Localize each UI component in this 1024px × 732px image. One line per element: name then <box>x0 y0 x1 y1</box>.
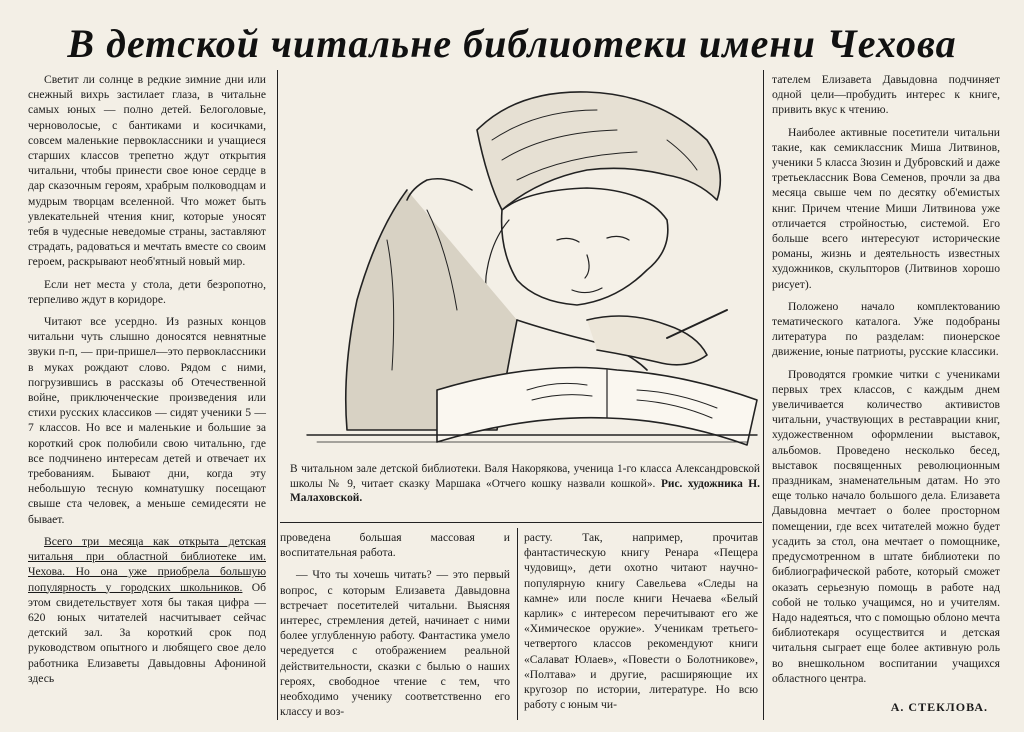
paragraph: Светит ли солнце в редкие зимние дни или снежный вихрь застилает глаза, в читальне самых юных — полно детей. Белоголовые, черноволосые, с бантиками и косичками, совсем маленькие первоклассники и учащиеся старших классов трепетно ждут открытия читальни, чтобы принести свое юное сердце в дар сказочным героям, храбрым полководцам и мудрым творцам вселенной. Что может быть увлекательней чтения книг, которые уносят тебя в чудесные неведомые страны, заставляют страдать, радоваться и мечтать вместе со своим героем, раскрывают необ'ятный новый мир. <box>28 73 266 269</box>
paragraph: проведена большая массовая и воспитательная работа. <box>280 531 510 560</box>
underlined-text: Всего три месяца как открыта детская читальня при областной библиотеке им. Чехова. Но она уже приобрела большую популярность у городских школьников. <box>28 534 266 594</box>
column-4 <box>772 72 1000 693</box>
paragraph-text: Об этом свидетельствует хотя бы такая цифра — 620 юных читателей насчитывает сейчас детский зал. За короткий срок под руководством опытного и любящего свое дело работника Елизаветы Давыдовны Афониной здесь <box>28 580 266 685</box>
caption-rule <box>280 522 762 523</box>
paragraph: тателем Елизавета Давыдовна подчиняет одной цели—пробудить интерес к книге, привить вкус к чтению. <box>772 73 1000 117</box>
paragraph: Проводятся громкие читки с учениками первых трех классов, с каждым днем увеличивается количество активистов читальни, участвующих в реставрации книг, художественном оформлении выставок, альбомов. Проведено несколько бесед, выставок посвященных революционным праздникам, знаменательным датам. Но это еще только начало большого дела. Елизавета Давыдовна мечтает о более просторном помещении, где всех читателей можно будет усадить за стол, она мечтает о помощнике, предусмотренном в штате библиотеки по библиографической работе, который сможет оказать серьезную помощь в работе над собой не только учащимся, но и учителям. Надо надеяться, что с помощью облоно мечта библиотекаря осуществится и детская читальня сыграет еще более активную роль во внешкольном воспитании учащихся областного центра. <box>772 367 1000 685</box>
paragraph: Читают все усердно. Из разных концов читальни чуть слышно доносятся невнятные звуки п-п, — при-пришел—это первоклассники в муках рождают слово. Рядом с ними, погрузившись в рассказы об Отечественной войне, приключенческие произведения или стихи русских классиков — сидят ученики 5 — 7 классов. Но все и маленькие и большие за короткий срок полюбили свою читальню, где все подчинено интересам детей и отвечает их требованиям. Бывают дни, когда эту небольшую тесную комнатушку посещают свыше ста человек, а меньше семидесяти не бывает. <box>28 315 266 526</box>
paragraph: расту. Так, например, прочитав фантастическую книгу Ренара «Пещера чудовищ», дети охотно читают научно-популярную книгу Савельева «Следы на камне» или после книги Нечаева «Белый карлик» с интересом перечитывают его же «Химическое оружие». Ученикам третьего-четвертого классов рекомендуют книги «Салават Юлаев», «Повести о Болотникове», «Полтава» и другие, расширяющие их кругозор по истории, литературе. Но всю работу с юным чи- <box>524 531 758 712</box>
column-rule-1 <box>277 70 278 720</box>
column-3 <box>524 530 758 719</box>
column-1 <box>28 72 266 693</box>
paragraph: Положено начало комплектованию тематического каталога. Уже подобраны литература по разделам: пионерское движение, юные патриоты, русские классики. <box>772 299 1000 359</box>
paragraph <box>28 534 266 686</box>
column-rule-2 <box>517 528 518 720</box>
paragraph: Наиболее активные посетители читальни такие, как семиклассник Миша Литвинов, ученики 5 класса Зюзин и Дубровский и даже третьеклассник Вова Семенов, прочли за два месяца свыше чем по десятку об'емистых книг. Причем чтение Миши Литвинова уже отличается стройностью, системой. Его больше всего интересуют исторические романы, жизнь и деятельность известных художников, скульпторов (Литвинов хорошо рисует). <box>772 125 1000 291</box>
paragraph: Если нет места у стола, дети безропотно, терпеливо ждут в коридоре. <box>28 277 266 306</box>
illustration-caption <box>290 462 760 506</box>
author-signature: А. СТЕКЛОВА. <box>890 700 988 714</box>
caption-credit: Рис. художника Н. Малаховской. <box>290 477 761 504</box>
headline: В детской читальне библиотеки имени Чехова <box>67 21 957 66</box>
illustration-girl-reading <box>287 70 767 450</box>
column-2 <box>280 530 510 726</box>
caption-text: В читальном зале детской библиотеки. Валя Накорякова, ученица 1-го класса Александровской школы № 9, читает сказку Маршака «Отчего кошку назвали кошкой». <box>290 463 760 490</box>
paragraph: — Что ты хочешь читать? — это первый вопрос, с которым Елизавета Давыдовна встречает посетителей читальни. Выясняя интерес, стремления детей, начинает с ними более углубленную работу. Фантастика умело чередуется с отображением реальной действительности, сказки с былью о наших героях, свободное чтение с тем, что необходимо ученику соответственно его классу и воз- <box>280 568 510 719</box>
